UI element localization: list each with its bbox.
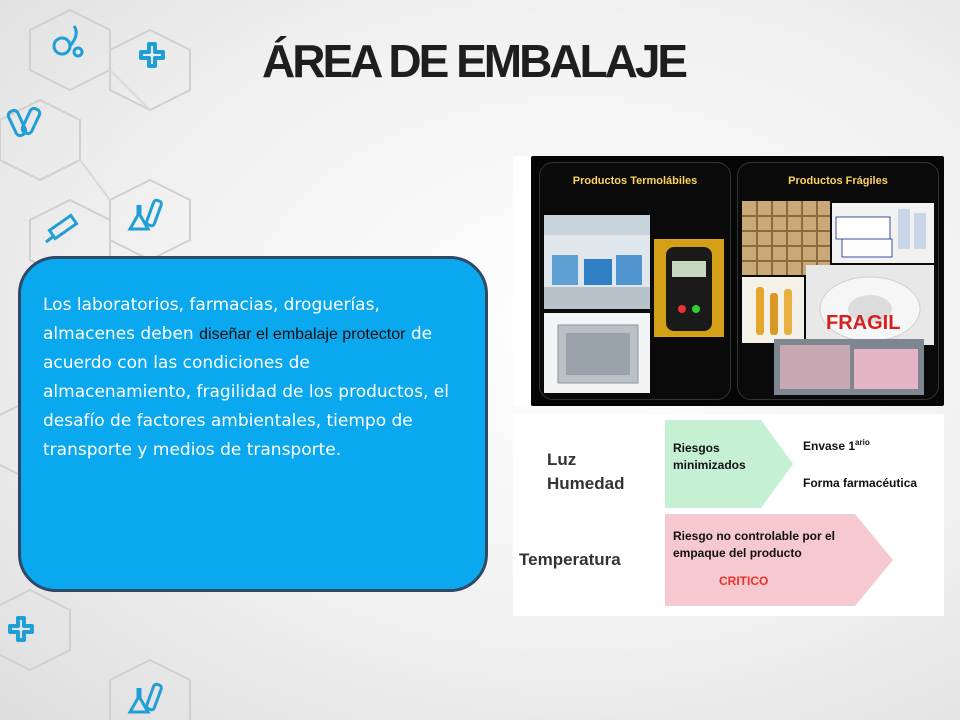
bubble-wrap-photo: [774, 339, 924, 395]
thermolabile-header: Productos Termolábiles: [572, 175, 698, 187]
riesgos-minimizados-text: Riesgos minimizados: [673, 441, 746, 472]
medical-cross-icon: [10, 618, 32, 640]
description-part1: Los laboratorios, farmacias, droguerías, almacenes deben: [43, 295, 380, 344]
label-humedad: Humedad: [547, 474, 625, 493]
fragile-column: [737, 162, 939, 400]
page-title: ÁREA DE EMBALAJE: [262, 35, 686, 87]
forma-farmaceutica-text: Forma farmacéutica: [803, 476, 918, 490]
medicine-boxes-photo: [832, 203, 934, 263]
lab-flask-icon: [130, 199, 162, 229]
fragile-tape-photo: [806, 265, 934, 345]
vial-tray-photo: [742, 201, 830, 275]
data-logger-photo: [654, 239, 724, 337]
risk-diagram: [513, 414, 944, 616]
label-temperatura: Temperatura: [519, 550, 621, 569]
fragile-header: Productos Frágiles: [788, 175, 888, 187]
cold-room-photo: [544, 215, 650, 309]
medical-cross-icon: [141, 44, 163, 66]
test-tube-icon: [7, 107, 41, 137]
label-luz: Luz: [547, 450, 577, 469]
photo-collage: [531, 156, 944, 406]
description-textbox: [18, 256, 488, 592]
critico-text: CRITICO: [719, 574, 769, 588]
thermolabile-column: [539, 162, 731, 400]
syringe-icon: [46, 215, 77, 242]
ampoules-photo: [742, 277, 804, 343]
envase-text: Envase $1^{ario}$: [803, 438, 870, 453]
fragil-label: FRAGIL: [826, 312, 901, 334]
cooler-box-photo: [544, 313, 650, 393]
description-text: [43, 291, 463, 465]
riesgo-no-controlable-text: Riesgo no controlable por el empaque del producto: [673, 529, 836, 560]
lab-flask-icon: [130, 683, 162, 712]
description-part2: de acuerdo con las condiciones de almacenamiento, fragilidad de los productos, el desafío de factores ambientales, tiempo de transporte y medios de transporte.: [43, 324, 449, 460]
product-photos-panel: [513, 156, 944, 406]
description-highlight: diseñar el embalaje protector: [199, 326, 406, 343]
stethoscope-icon: [54, 26, 82, 56]
